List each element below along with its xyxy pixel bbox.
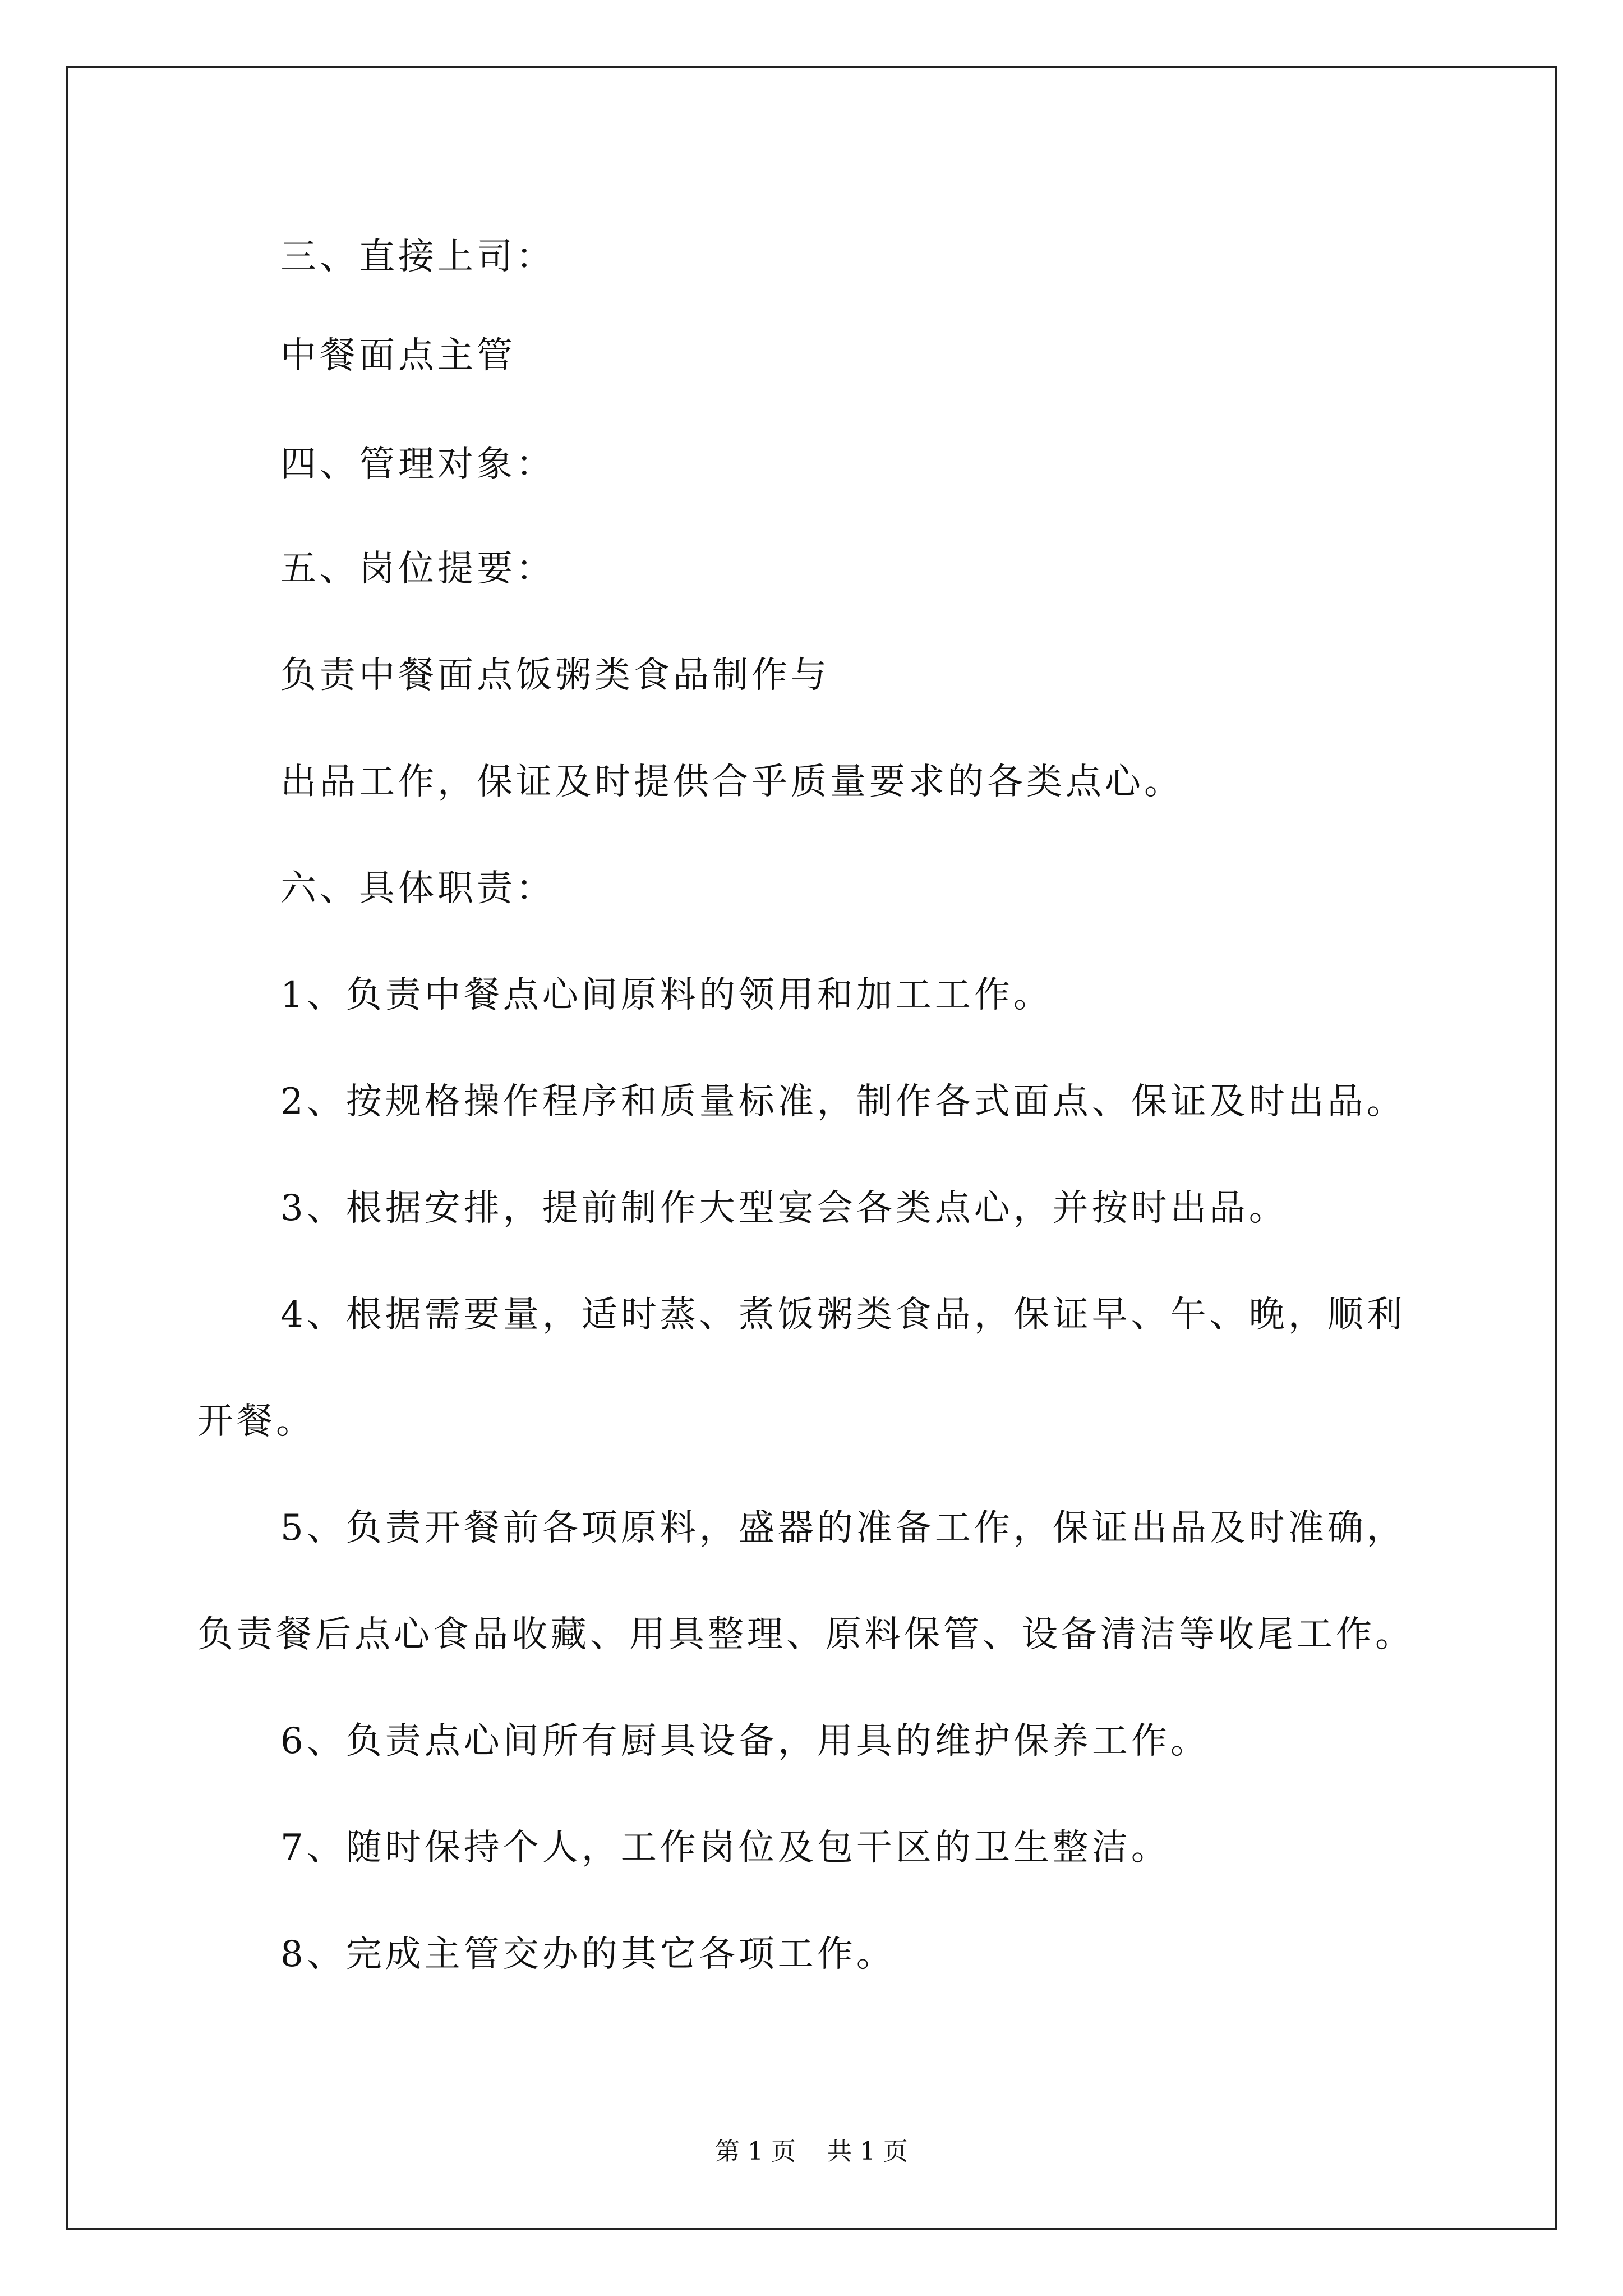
duty-item-3: 3、根据安排，提前制作大型宴会各类点心，并按时出品。	[280, 1188, 1288, 1229]
page-border	[66, 66, 1557, 2230]
paragraph-superior-value: 中餐面点主管	[280, 335, 516, 376]
duty-item-4-continued: 开餐。	[197, 1401, 315, 1442]
heading-specific-duties: 六、具体职责：	[280, 868, 555, 909]
heading-direct-superior: 三、直接上司：	[280, 236, 555, 278]
duty-item-7: 7、随时保持个人，工作岗位及包干区的卫生整洁。	[280, 1827, 1170, 1869]
heading-position-summary: 五、岗位提要：	[280, 548, 555, 590]
duty-item-8: 8、完成主管交办的其它各项工作。	[280, 1934, 896, 1975]
duty-item-4: 4、根据需要量，适时蒸、煮饭粥类食品，保证早、午、晚，顺利	[280, 1294, 1406, 1336]
page-number-footer: 第 1 页 共 1 页	[715, 2137, 908, 2166]
heading-management-objects: 四、管理对象：	[280, 444, 555, 485]
duty-item-6: 6、负责点心间所有厨具设备，用具的维护保养工作。	[280, 1720, 1210, 1762]
duty-item-5-continued: 负责餐后点心食品收藏、用具整理、原料保管、设备清洁等收尾工作。	[197, 1614, 1414, 1655]
duty-item-2: 2、按规格操作程序和质量标准，制作各式面点、保证及时出品。	[280, 1081, 1406, 1122]
duty-item-5: 5、负责开餐前各项原料，盛器的准备工作，保证出品及时准确，	[280, 1507, 1406, 1549]
paragraph-summary-line-1: 负责中餐面点饭粥类食品制作与	[280, 655, 830, 696]
duty-item-1: 1、负责中餐点心间原料的领用和加工工作。	[280, 974, 1053, 1016]
paragraph-summary-line-2: 出品工作，保证及时提供合乎质量要求的各类点心。	[280, 761, 1183, 803]
